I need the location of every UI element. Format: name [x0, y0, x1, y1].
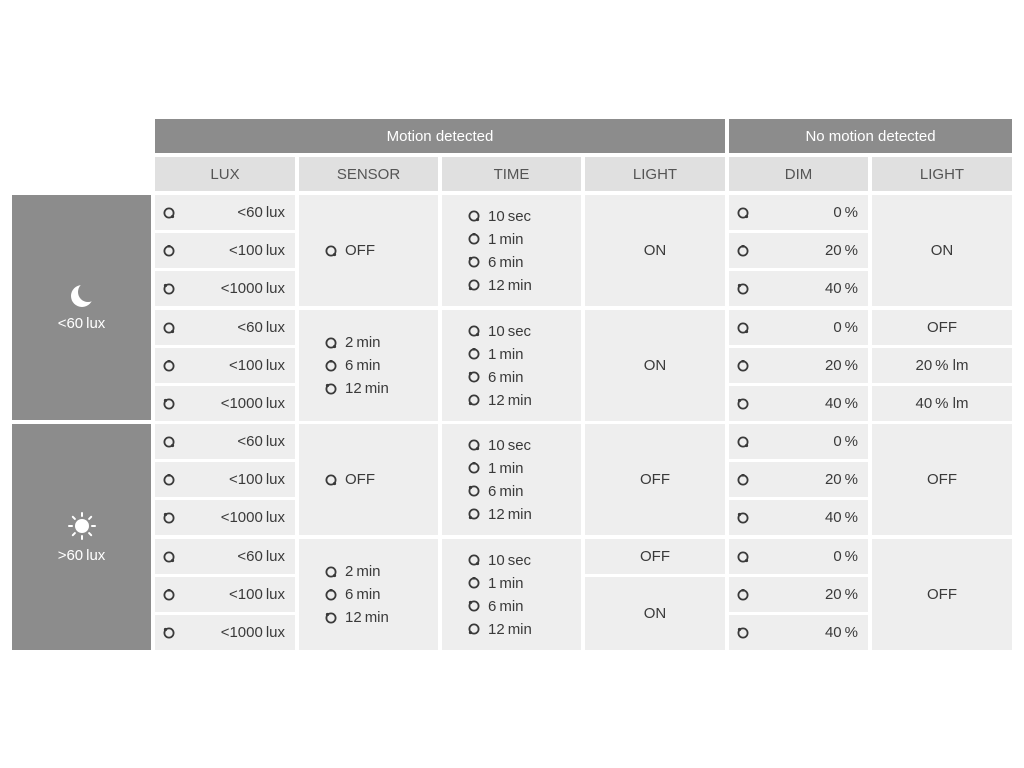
- column-header-lux: LUX: [155, 157, 295, 191]
- no-motion-light-cell-value: OFF: [927, 471, 957, 488]
- time-cell: [442, 310, 581, 421]
- time-cell-value: 12 min: [488, 391, 532, 409]
- lux-threshold-cell: [155, 500, 295, 535]
- time-cell-value: 6 min: [488, 368, 524, 386]
- dim-level-cell-value: 0 %: [833, 204, 858, 221]
- time-cell-knob-icon: [468, 256, 480, 268]
- lux-threshold-cell: [155, 233, 295, 268]
- dim-level-cell-knob-icon: [737, 589, 749, 601]
- dim-level-cell: [729, 462, 868, 497]
- lux-threshold-cell-value: <1000 lux: [220, 395, 285, 412]
- dim-level-cell-knob-icon: [737, 436, 749, 448]
- dim-level-cell: [729, 195, 868, 230]
- dim-level-cell-knob-icon: [737, 398, 749, 410]
- lux-threshold-cell-value: <60 lux: [237, 548, 285, 565]
- dim-level-cell-knob-icon: [737, 283, 749, 295]
- dim-level-cell: [729, 500, 868, 535]
- dim-level-cell-value: 0 %: [833, 319, 858, 336]
- time-cell-value: 1 min: [488, 230, 524, 248]
- lux-threshold-cell-knob-icon: [163, 589, 175, 601]
- lux-threshold-cell-value: <100 lux: [229, 471, 285, 488]
- lux-threshold-cell-value: <60 lux: [237, 319, 285, 336]
- light-cell-value: ON: [643, 242, 667, 259]
- sensor-cell-value: 2 min: [345, 334, 381, 351]
- time-cell-value: 12 min: [488, 276, 532, 294]
- time-cell: [442, 195, 581, 306]
- time-cell-knob-icon: [468, 600, 480, 612]
- time-cell-knob-icon: [468, 348, 480, 360]
- time-cell-option: [468, 274, 581, 297]
- dim-level-cell: [729, 348, 868, 383]
- moon-icon: [69, 283, 95, 309]
- no-motion-light-cell-value: ON: [930, 242, 954, 259]
- dim-level-cell: [729, 577, 868, 612]
- lux-threshold-cell-knob-icon: [163, 245, 175, 257]
- time-cell-option: [468, 343, 581, 366]
- time-cell-knob-icon: [468, 439, 480, 451]
- sensor-cell-knob-icon: [325, 360, 337, 372]
- light-cell: [585, 310, 725, 421]
- time-cell-value: 1 min: [488, 574, 524, 592]
- time-cell-knob-icon: [468, 394, 480, 406]
- dim-level-cell: [729, 615, 868, 650]
- sensor-cell-value: 12 min: [345, 380, 389, 397]
- no-motion-light-cell-value: OFF: [927, 319, 957, 336]
- bright-light-block-label: [12, 424, 151, 650]
- header-no-motion-detected: No motion detected: [729, 119, 1012, 153]
- light-cell-value: ON: [643, 357, 667, 374]
- time-cell-knob-icon: [468, 371, 480, 383]
- sensor-cell-option: [325, 239, 438, 262]
- time-cell-option: [468, 389, 581, 412]
- time-cell-option: [468, 251, 581, 274]
- no-motion-light-cell: [872, 348, 1012, 383]
- dim-level-cell-knob-icon: [737, 474, 749, 486]
- light-cell-value: OFF: [640, 471, 670, 488]
- sensor-cell-value: 2 min: [345, 563, 381, 580]
- light-cell-value: ON: [643, 605, 667, 622]
- dim-level-cell-knob-icon: [737, 551, 749, 563]
- time-cell-knob-icon: [468, 210, 480, 222]
- sensor-cell-knob-icon: [325, 589, 337, 601]
- lux-threshold-cell: [155, 195, 295, 230]
- lux-threshold-cell: [155, 386, 295, 421]
- time-cell-knob-icon: [468, 577, 480, 589]
- sensor-cell-option: [325, 583, 438, 606]
- lux-threshold-cell-knob-icon: [163, 436, 175, 448]
- time-cell-value: 10 sec: [488, 551, 532, 569]
- dim-level-cell-value: 20 %: [824, 357, 858, 374]
- sensor-cell-value: OFF: [345, 471, 375, 488]
- dim-level-cell-knob-icon: [737, 360, 749, 372]
- sensor-cell-knob-icon: [325, 612, 337, 624]
- dim-level-cell-knob-icon: [737, 512, 749, 524]
- time-cell-value: 1 min: [488, 459, 524, 477]
- time-cell-value: 10 sec: [488, 436, 532, 454]
- sensor-cell-value: 6 min: [345, 357, 381, 374]
- dim-level-cell-value: 40 %: [824, 280, 858, 297]
- time-cell-value: 10 sec: [488, 322, 532, 340]
- time-cell-knob-icon: [468, 233, 480, 245]
- time-cell-value: 12 min: [488, 505, 532, 523]
- sensor-cell-option: [325, 606, 438, 629]
- light-cell: [585, 577, 725, 650]
- sensor-cell: [299, 424, 438, 535]
- lux-threshold-cell-knob-icon: [163, 627, 175, 639]
- column-header-time: TIME: [442, 157, 581, 191]
- sensor-cell-option: [325, 560, 438, 583]
- lux-threshold-cell: [155, 615, 295, 650]
- time-cell-value: 6 min: [488, 597, 524, 615]
- time-cell-knob-icon: [468, 554, 480, 566]
- dim-level-cell-value: 0 %: [833, 433, 858, 450]
- sensor-cell-knob-icon: [325, 383, 337, 395]
- light-cell: [585, 539, 725, 574]
- sensor-cell-value: 6 min: [345, 586, 381, 603]
- dim-level-cell: [729, 233, 868, 268]
- no-motion-light-cell-value: 40 % lm: [915, 395, 969, 412]
- lux-threshold-cell: [155, 462, 295, 497]
- column-header-light: LIGHT: [585, 157, 725, 191]
- time-cell-value: 10 sec: [488, 207, 532, 225]
- lux-threshold-cell-value: <1000 lux: [220, 509, 285, 526]
- time-cell-option: [468, 595, 581, 618]
- no-motion-light-cell: [872, 539, 1012, 650]
- dim-level-cell-value: 40 %: [824, 509, 858, 526]
- no-motion-light-cell: [872, 386, 1012, 421]
- dim-level-cell-value: 0 %: [833, 548, 858, 565]
- lux-threshold-cell: [155, 348, 295, 383]
- dim-level-cell-value: 20 %: [824, 471, 858, 488]
- sensor-cell-option: [325, 354, 438, 377]
- lux-threshold-cell-knob-icon: [163, 360, 175, 372]
- no-motion-light-cell-value: OFF: [927, 586, 957, 603]
- sensor-cell: [299, 539, 438, 650]
- time-cell-knob-icon: [468, 508, 480, 520]
- sensor-cell-knob-icon: [325, 474, 337, 486]
- time-cell-option: [468, 480, 581, 503]
- lux-threshold-cell-knob-icon: [163, 283, 175, 295]
- lux-threshold-cell-knob-icon: [163, 207, 175, 219]
- time-cell-value: 6 min: [488, 253, 524, 271]
- light-cell: [585, 195, 725, 306]
- lux-threshold-cell-knob-icon: [163, 322, 175, 334]
- dim-level-cell-value: 20 %: [824, 586, 858, 603]
- header-motion-detected: Motion detected: [155, 119, 725, 153]
- time-cell-option: [468, 205, 581, 228]
- sensor-cell-knob-icon: [325, 337, 337, 349]
- bright-light-label: >60 lux: [57, 546, 106, 564]
- time-cell-option: [468, 618, 581, 641]
- time-cell-knob-icon: [468, 485, 480, 497]
- time-cell-option: [468, 572, 581, 595]
- column-header-dim: DIM: [729, 157, 868, 191]
- lux-threshold-cell-value: <1000 lux: [220, 280, 285, 297]
- dim-level-cell: [729, 271, 868, 306]
- low-light-label: <60 lux: [57, 315, 106, 332]
- sensor-cell-knob-icon: [325, 245, 337, 257]
- time-cell-option: [468, 549, 581, 572]
- time-cell-option: [468, 366, 581, 389]
- time-cell-value: 1 min: [488, 345, 524, 363]
- lux-threshold-cell: [155, 424, 295, 459]
- no-motion-light-cell: [872, 310, 1012, 345]
- sensor-cell-option: [325, 331, 438, 354]
- time-cell-knob-icon: [468, 325, 480, 337]
- sun-icon: [67, 511, 97, 541]
- sensor-cell: [299, 195, 438, 306]
- dim-level-cell: [729, 386, 868, 421]
- sensor-cell-option: [325, 468, 438, 491]
- sensor-cell: [299, 310, 438, 421]
- dim-level-cell-knob-icon: [737, 245, 749, 257]
- time-cell-knob-icon: [468, 279, 480, 291]
- sensor-cell-value: OFF: [345, 242, 375, 259]
- column-header-no-motion-light: LIGHT: [872, 157, 1012, 191]
- time-cell-option: [468, 434, 581, 457]
- lux-threshold-cell-knob-icon: [163, 512, 175, 524]
- lux-threshold-cell: [155, 577, 295, 612]
- lux-threshold-cell: [155, 539, 295, 574]
- low-light-block-label: [12, 195, 151, 420]
- lux-threshold-cell-value: <60 lux: [237, 204, 285, 221]
- lux-threshold-cell: [155, 310, 295, 345]
- time-cell-option: [468, 228, 581, 251]
- lux-threshold-cell-knob-icon: [163, 398, 175, 410]
- column-header-sensor: SENSOR: [299, 157, 438, 191]
- dim-level-cell: [729, 424, 868, 459]
- dim-level-cell-value: 40 %: [824, 395, 858, 412]
- time-cell-option: [468, 320, 581, 343]
- time-cell-option: [468, 457, 581, 480]
- lux-threshold-cell: [155, 271, 295, 306]
- lux-threshold-cell-value: <60 lux: [237, 433, 285, 450]
- time-cell-option: [468, 503, 581, 526]
- dim-level-cell-knob-icon: [737, 627, 749, 639]
- no-motion-light-cell: [872, 424, 1012, 535]
- sensor-cell-knob-icon: [325, 566, 337, 578]
- lux-threshold-cell-value: <100 lux: [229, 586, 285, 603]
- light-cell-value: OFF: [640, 548, 670, 565]
- no-motion-light-cell: [872, 195, 1012, 306]
- light-cell: [585, 424, 725, 535]
- time-cell-value: 6 min: [488, 482, 524, 500]
- no-motion-light-cell-value: 20 % lm: [915, 357, 969, 374]
- time-cell-knob-icon: [468, 623, 480, 635]
- lux-threshold-cell-value: <1000 lux: [220, 624, 285, 641]
- dim-level-cell-value: 40 %: [824, 624, 858, 641]
- dim-level-cell: [729, 539, 868, 574]
- lux-threshold-cell-knob-icon: [163, 474, 175, 486]
- sensor-cell-value: 12 min: [345, 609, 389, 626]
- dim-level-cell: [729, 310, 868, 345]
- time-cell: [442, 424, 581, 535]
- dim-level-cell-knob-icon: [737, 322, 749, 334]
- sensor-cell-option: [325, 377, 438, 400]
- lux-threshold-cell-value: <100 lux: [229, 357, 285, 374]
- time-cell: [442, 539, 581, 650]
- lux-threshold-cell-knob-icon: [163, 551, 175, 563]
- dim-level-cell-knob-icon: [737, 207, 749, 219]
- time-cell-knob-icon: [468, 462, 480, 474]
- dim-level-cell-value: 20 %: [824, 242, 858, 259]
- time-cell-value: 12 min: [488, 620, 532, 638]
- lux-threshold-cell-value: <100 lux: [229, 242, 285, 259]
